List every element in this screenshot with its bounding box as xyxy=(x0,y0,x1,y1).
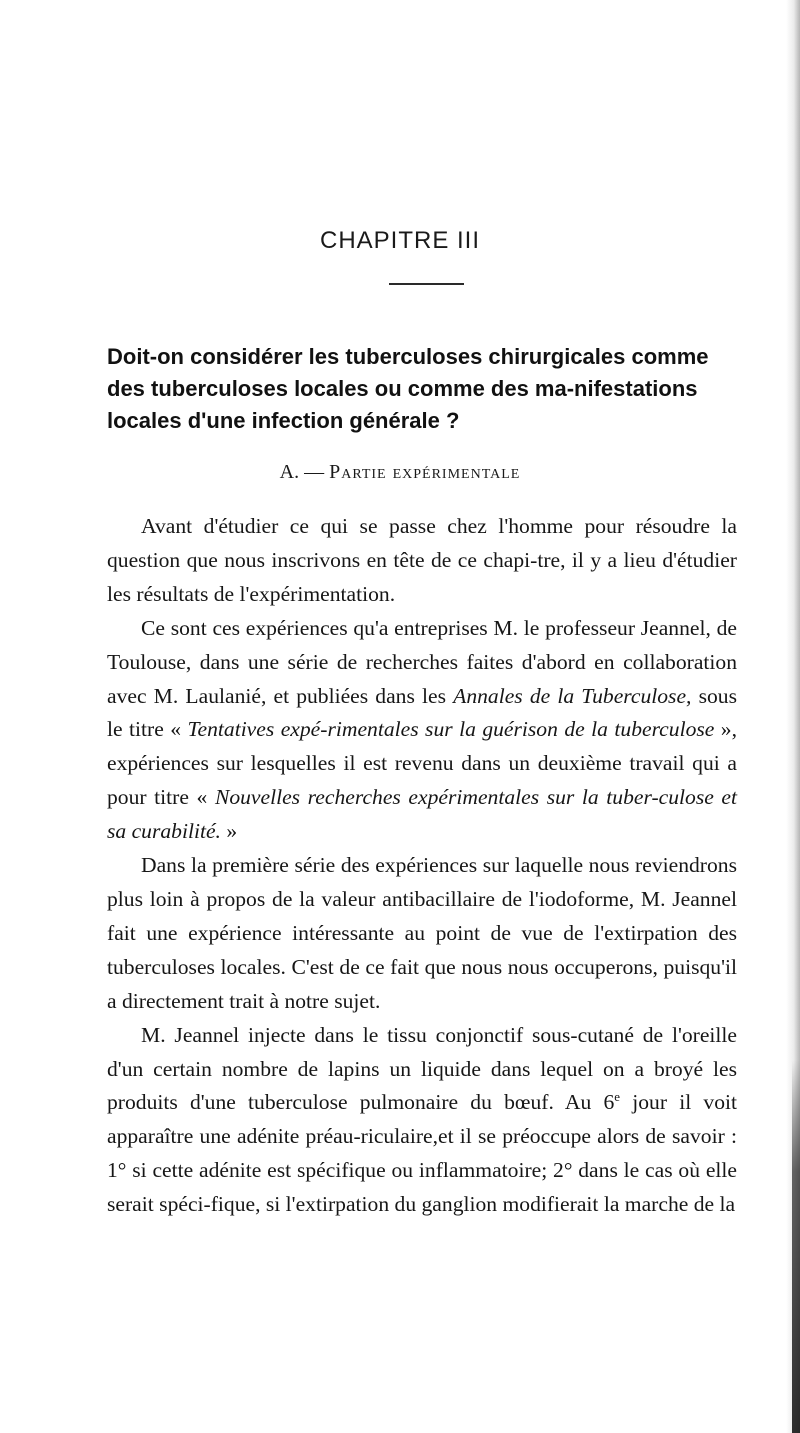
body-text xyxy=(107,510,737,1222)
p4-text-a: M. Jeannel injecte dans le tissu conjonctif sous-cutané de l'oreille d'un certain nombre de lapins un liquide dans lequel on a broyé les produits d'une tuberculose pulmonaire du bœuf. Au 6 xyxy=(107,1022,737,1115)
section-title xyxy=(0,461,800,484)
p2-text-a: Ce sont ces expériences qu'a entreprises M. le professeur Jeannel, de Toulouse, dans une série de recherches faites d'abord en collaboration avec M. Laulanié, et publiées dans les xyxy=(107,615,737,708)
section-dash: — xyxy=(304,461,325,483)
work-title-2: Nouvelles recherches expérimentales sur la tuber-culose et sa curabilité. xyxy=(107,785,737,844)
p4-text-b: jour il voit apparaître une adénite préau-riculaire,et il se préoccupe alors de savoir : 1° si cette adénite est spécifique ou inflammatoire; 2° dans le cas où elle serait spéci-fique, si l'extirpation du ganglion modifierait la marche de la xyxy=(107,1090,737,1217)
paragraph-3: Dans la première série des expériences sur laquelle nous reviendrons plus loin à propos de la valeur antibacillaire de l'iodoforme, M. Jeannel fait une expérience intéressante au point de vue de l'extirpation des tuberculoses locales. C'est de ce fait que nous nous occuperons, puisqu'il a directement trait à notre sujet. xyxy=(107,853,737,1013)
section-name: Partie expérimentale xyxy=(329,461,521,483)
paragraph-4 xyxy=(107,1019,737,1222)
p2-text-c: », expériences sur lesquelles il est revenu dans un deuxième travail qui a pour titre « xyxy=(107,717,737,810)
p2-text-d: » xyxy=(220,819,238,844)
title-divider xyxy=(389,283,464,285)
chapter-title: CHAPITRE III xyxy=(319,227,481,254)
paragraph-1: Avant d'étudier ce qui se passe chez l'homme pour résoudre la question que nous inscrivons en tête de ce chapi-tre, il y a lieu d'étudier les résultats de l'expérimentation. xyxy=(107,514,737,606)
ordinal-superscript: e xyxy=(614,1089,621,1105)
work-title-1: Tentatives expé-rimentales sur la guérison de la tuberculose xyxy=(187,717,715,742)
section-letter: A. xyxy=(279,461,300,483)
chapter-heading: Doit-on considérer les tuberculoses chirurgicales comme des tuberculoses locales ou comme des ma-nifestations locales d'une infection générale ? xyxy=(107,344,709,433)
p2-text-b: sous le titre « xyxy=(107,683,737,742)
journal-title: Annales de la Tuberculose, xyxy=(453,683,692,708)
paragraph-2 xyxy=(107,612,737,849)
page-binding-edge xyxy=(792,1060,800,1433)
